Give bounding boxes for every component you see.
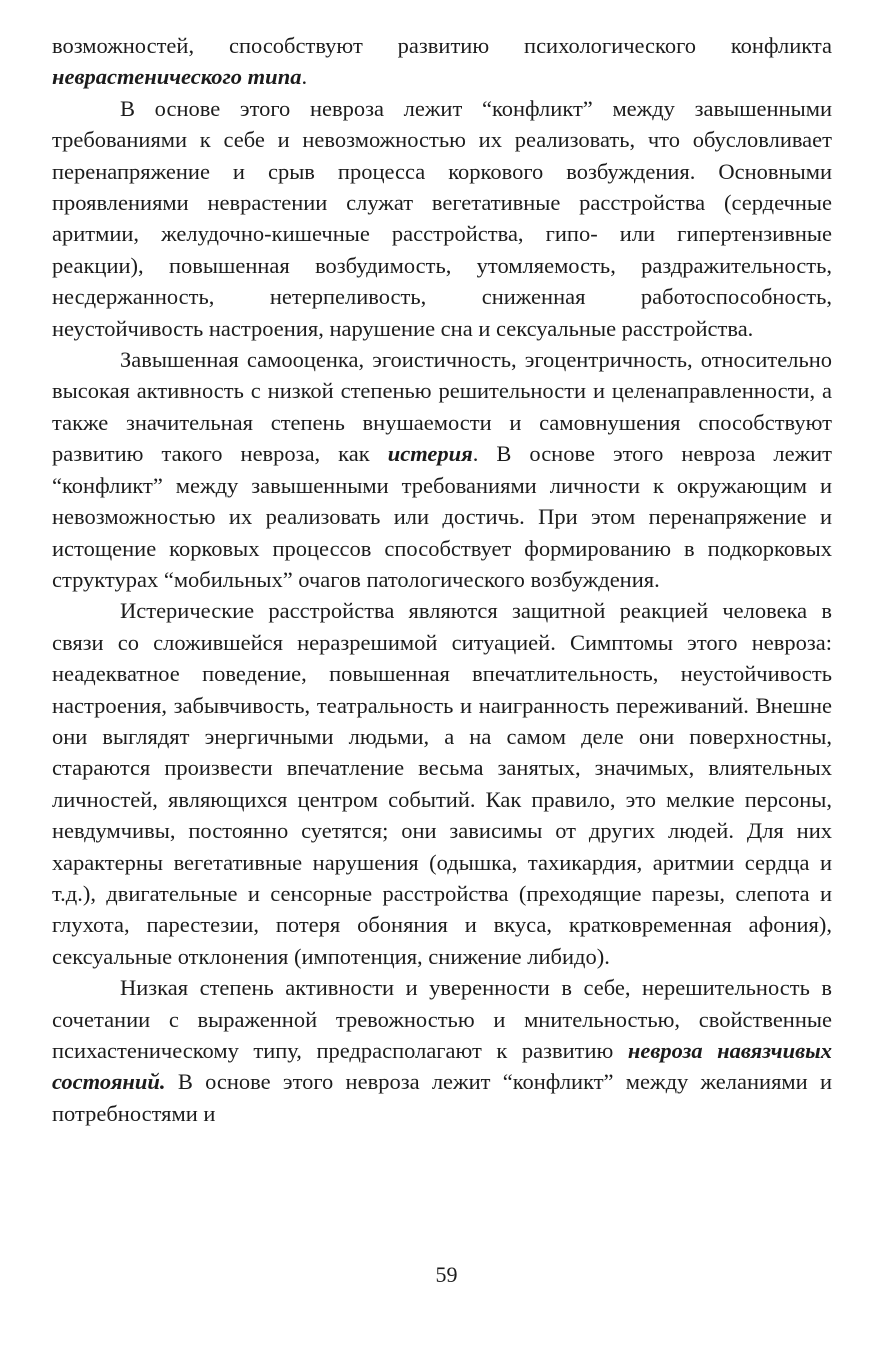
paragraph-3-emphasis-hysteria: истерия (387, 441, 473, 467)
paragraph-4 (52, 595, 832, 972)
page-number: 59 (435, 1262, 458, 1287)
paragraph-1-emphasis-neurasthenic-type: неврастенического типа (52, 64, 302, 90)
page-body (52, 30, 832, 1129)
paragraph-2 (52, 93, 832, 344)
paragraph-5-emphasis-obsessive-neurosis: невроза навязчивых состояний. (52, 1038, 832, 1095)
paragraph-1-text-2: . (301, 64, 308, 90)
paragraph-5-text-2: В основе этого невроза лежит “конфликт” между желаниями и потребностями и (52, 1069, 832, 1126)
paragraph-5 (52, 972, 832, 1129)
paragraph-2-text-1: В основе этого невроза лежит “конфликт” между завышенными требованиями к себе и невозможностью их реализовать, что обусловливает перенапряжение и срыв процесса коркового возбуждения. Основными проявлениями неврастении служат вегетативные расстройства (сердечные аритмии, желудочно-кишечные расстройства, гипо- или гипертензивные реакции), повышенная возбудимость, утомляемость, раздражительность, несдержанность, нетерпеливость, сниженная работоспособность, неустойчивость настроения, нарушение сна и сексуальные расстройства. (52, 95, 832, 341)
paragraph-3-text-2: . В основе этого невроза лежит “конфликт” между завышенными требованиями личности к окружающим и невозможностью их реализовать или достичь. При этом перенапряжение и истощение корковых процессов способствует формированию в подкорковых структурах “мобильных” очагов патологического возбуждения. (52, 441, 832, 592)
paragraph-1-text-1: возможностей, способствуют развитию психологического конфликта (52, 33, 832, 58)
paragraph-1 (52, 30, 832, 93)
paragraph-3 (52, 344, 832, 595)
paragraph-5-text-1: Низкая степень активности и уверенности в себе, нерешительность в сочетании с выраженной тревожностью и мнительностью, свойственные психастеническому типу, предрасполагают к развитию (52, 975, 832, 1063)
paragraph-3-text-1: Завышенная самооценка, эгоистичность, эгоцентричность, относительно высокая активность с низкой степенью решительности и целенаправленности, а также значительная степень внушаемости и самовнушения способствуют развитию такого невроза, как (52, 347, 832, 467)
paragraph-4-text-1: Истерические расстройства являются защитной реакцией человека в связи со сложившейся неразрешимой ситуацией. Симптомы этого невроза: неадекватное поведение, повышенная впечатлительность, неустойчивость настроения, забывчивость, театральность и наигранность переживаний. Внешне они выглядят энергичными людьми, а на самом деле они поверхностны, стараются произвести впечатление весьма занятых, значимых, влиятельных личностей, являющихся центром событий. Как правило, это мелкие персоны, невдумчивы, постоянно суетятся; они зависимы от других людей. Для них характерны вегетативные нарушения (одышка, тахикардия, аритмии сердца и т.д.), двигательные и сенсорные расстройства (преходящие парезы, слепота и глухота, парестезии, потеря обоняния и вкуса, кратковременная афония), сексуальные отклонения (импотенция, снижение либидо). (52, 598, 832, 969)
